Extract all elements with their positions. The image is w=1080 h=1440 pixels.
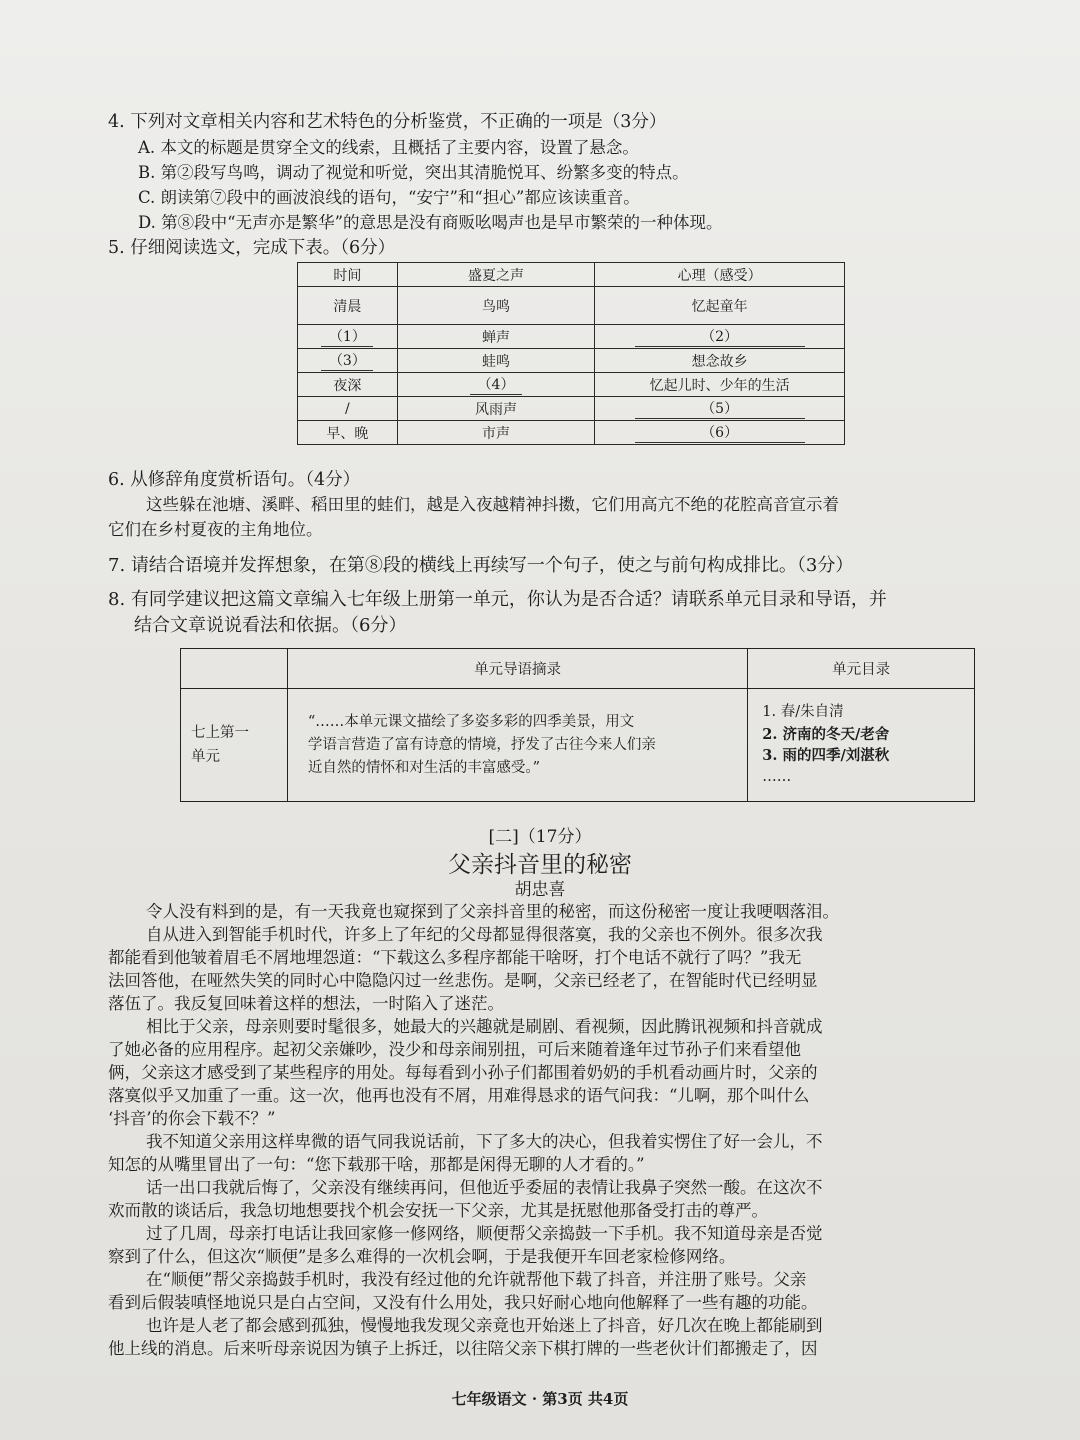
q4-option-c: C. 朗读第⑦段中的画波浪线的语句，“安宁”和“担心”都应该读重音。 xyxy=(138,188,640,207)
passage-line: 落伍了。我反复回味着这样的想法，一时陷入了迷茫。 xyxy=(108,994,504,1013)
passage-line: 过了几周，母亲打电话让我回家修一修网络，顺便帮父亲捣鼓一下手机。我不知道母亲是否觉 xyxy=(146,1224,823,1243)
header-cell: 心理（感受） xyxy=(595,263,845,287)
toc-item: …… xyxy=(762,768,792,785)
blank-5: （5） xyxy=(635,398,805,419)
passage-line: 也许是人老了都会感到孤独，慢慢地我发现父亲竟也开始迷上了抖音，好几次在晚上都能刷到 xyxy=(146,1316,823,1335)
passage-title: 父亲抖音里的秘密 xyxy=(448,852,632,878)
passage-line: 知怎的从嘴里冒出了一句：“您下载那干啥，那都是闲得无聊的人才看的。” xyxy=(108,1155,645,1174)
passage-line: 了她必备的应用程序。起初父亲嫌吵，没少和母亲闹别扭，可后来随着逢年过节孙子们来看望他 xyxy=(108,1040,801,1059)
q4-option-a: A. 本文的标题是贯穿全文的线索，且概括了主要内容，设置了悬念。 xyxy=(138,138,639,157)
passage-line: ‘抖音’的你会下载不？” xyxy=(108,1109,276,1128)
blank-4: （4） xyxy=(470,374,522,395)
table-cell: 蝉声 xyxy=(397,325,594,349)
intro-line-2: 学语言营造了富有诗意的情境，抒发了古往今来人们亲 xyxy=(307,736,656,753)
table-cell: 鸟鸣 xyxy=(397,287,594,325)
passage-line: 法回答他，在哑然失笑的同时心中隐隐闪过一丝悲伤。是啊，父亲已经老了，在智能时代已经明显 xyxy=(108,971,818,990)
passage-line: 在“顺便”帮父亲捣鼓手机时，我没有经过他的允许就帮他下载了抖音，并注册了账号。父亲 xyxy=(146,1270,807,1289)
table-cell: 夜深 xyxy=(298,373,398,397)
table-row xyxy=(298,421,845,445)
passage-line: 察到了什么，但这次“顺便”是多么难得的一次机会啊，于是我便开车回老家检修网络。 xyxy=(108,1247,736,1266)
header-cell: 单元导语摘录 xyxy=(287,649,747,689)
toc-cell xyxy=(748,689,975,802)
passage-line: 俩，父亲这才感受到了某些程序的用处。每每看到小孙子们都围着奶奶的手机看动画片时，父亲的 xyxy=(108,1063,818,1082)
header-cell: 盛夏之声 xyxy=(397,263,594,287)
passage-line: 他上线的消息。后来听母亲说因为镇子上拆迁，以往陪父亲下棋打牌的一些老伙计们都搬走了，因 xyxy=(108,1339,818,1358)
q4-option-b: B. 第②段写鸟鸣，调动了视觉和听觉，突出其清脆悦耳、纷繁多变的特点。 xyxy=(138,163,689,182)
table-cell: 早、晚 xyxy=(298,421,398,445)
table-cell: 风雨声 xyxy=(397,397,594,421)
header-cell-empty xyxy=(181,649,288,689)
blank-6: （6） xyxy=(635,422,805,443)
table-row xyxy=(298,325,845,349)
table-cell: 想念故乡 xyxy=(595,349,845,373)
unit-label-line-1: 七上第一 xyxy=(191,725,249,741)
blank-cell[interactable] xyxy=(298,349,398,373)
blank-cell[interactable] xyxy=(595,397,845,421)
toc-item: 1. 春/朱自清 xyxy=(762,704,844,720)
intro-cell xyxy=(287,689,747,802)
blank-cell[interactable] xyxy=(298,325,398,349)
table-row xyxy=(181,689,975,802)
passage-line: 令人没有料到的是，有一天我竟也窥探到了父亲抖音里的秘密，而这份秘密一度让我哽咽落泪。 xyxy=(146,902,839,921)
q8-stem-line-1: 8. 有同学建议把这篇文章编入七年级上册第一单元，你认为是否合适？请联系单元目录和导语，并 xyxy=(108,589,887,610)
table-cell: 清晨 xyxy=(298,287,398,325)
passage-line: 都能看到他皱着眉毛不屑地埋怨道：“下载这么多程序都能干啥呀，打个电话不就行了吗？”我无 xyxy=(108,948,802,967)
passage-line: 欢而散的谈话后，我急切地想要找个机会安抚一下父亲，尤其是抚慰他那备受打击的尊严。 xyxy=(108,1201,768,1220)
table-row xyxy=(298,397,845,421)
toc-item: 3. 雨的四季/刘湛秋 xyxy=(762,747,890,764)
page-footer: 七年级语文 · 第3页 共4页 xyxy=(451,1390,629,1408)
toc-item: 2. 济南的冬天/老舍 xyxy=(762,725,890,743)
header-cell: 时间 xyxy=(298,263,398,287)
passage-line: 相比于父亲，母亲则要时髦很多，她最大的兴趣就是刷剧、看视频，因此腾讯视频和抖音就成 xyxy=(146,1017,823,1036)
table-cell: / xyxy=(298,397,398,421)
blank-3: （3） xyxy=(321,350,373,371)
q8-stem-line-2: 结合文章说说看法和依据。（6分） xyxy=(134,615,407,636)
q6-quote-line-2: 它们在乡村夏夜的主角地位。 xyxy=(108,520,323,539)
table-cell: 忆起童年 xyxy=(595,287,845,325)
blank-cell[interactable] xyxy=(397,373,594,397)
unit-label-line-2: 单元 xyxy=(191,749,220,765)
table-row xyxy=(298,349,845,373)
q4-option-d: D. 第⑧段中“无声亦是繁华”的意思是没有商贩吆喝声也是早市繁荣的一种体现。 xyxy=(138,213,723,232)
blank-cell[interactable] xyxy=(595,325,845,349)
passage-line: 落寞似乎又加重了一重。这一次，他再也没有不屑，用难得恳求的语气问我：“儿啊，那个叫什么 xyxy=(108,1086,810,1105)
header-cell: 单元目录 xyxy=(748,649,975,689)
q5-table xyxy=(297,262,845,445)
section-label: [二]（17分） xyxy=(488,827,592,847)
table-row xyxy=(298,287,845,325)
blank-cell[interactable] xyxy=(595,421,845,445)
passage-line: 自从进入到智能手机时代，许多上了年纪的父母都显得很落寞，我的父亲也不例外。很多次我 xyxy=(146,925,823,944)
table-header-row xyxy=(181,649,975,689)
blank-2: （2） xyxy=(635,326,805,347)
table-cell: 忆起儿时、少年的生活 xyxy=(595,373,845,397)
table-row xyxy=(298,373,845,397)
q8-table xyxy=(180,648,975,802)
q4-stem: 4. 下列对文章相关内容和艺术特色的分析鉴赏，不正确的一项是（3分） xyxy=(108,112,667,132)
table-header-row xyxy=(298,263,845,287)
passage-line: 我不知道父亲用这样卑微的语气同我说话前，下了多大的决心，但我着实愣住了好一会儿，不 xyxy=(146,1132,823,1151)
q6-quote-line-1: 这些躲在池塘、溪畔、稻田里的蛙们，越是入夜越精神抖擞，它们用高亢不绝的花腔高音宣示着 xyxy=(146,495,839,514)
passage-author: 胡忠喜 xyxy=(514,880,566,900)
passage-line: 话一出口我就后悔了，父亲没有继续再问，但他近乎委屈的表情让我鼻子突然一酸。在这次不 xyxy=(146,1178,823,1197)
q5-stem: 5. 仔细阅读选文，完成下表。（6分） xyxy=(108,238,396,258)
passage-line: 看到后假装嗔怪地说只是白占空间，又没有什么用处，我只好耐心地向他解释了一些有趣的功能。 xyxy=(108,1293,818,1312)
table-cell: 蛙鸣 xyxy=(397,349,594,373)
intro-line-3: 近自然的情怀和对生活的丰富感受。” xyxy=(307,759,541,776)
unit-cell xyxy=(181,689,288,802)
intro-line-1: “……本单元课文描绘了多姿多彩的四季美景，用文 xyxy=(307,713,635,730)
q6-stem: 6. 从修辞角度赏析语句。（4分） xyxy=(108,470,361,490)
table-cell: 市声 xyxy=(397,421,594,445)
q7-stem: 7. 请结合语境并发挥想象，在第⑧段的横线上再续写一个句子，使之与前句构成排比。（3分） xyxy=(108,555,854,576)
blank-1: （1） xyxy=(321,326,373,347)
